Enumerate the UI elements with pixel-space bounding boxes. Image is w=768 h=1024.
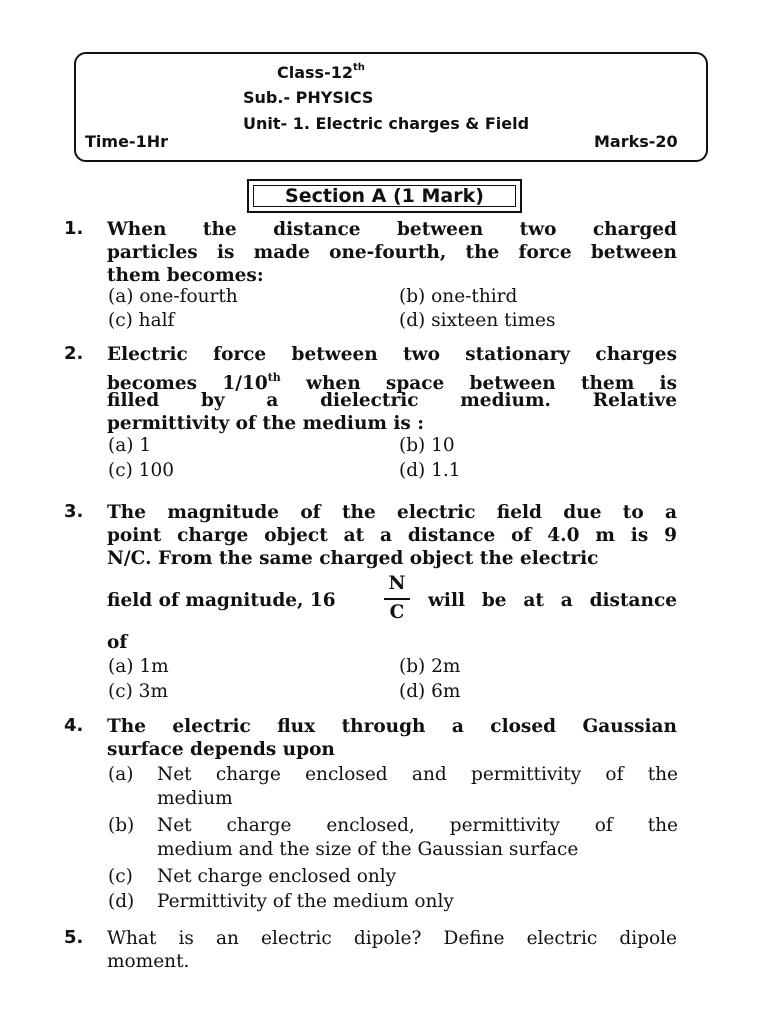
option-text: Net charge enclosed only	[157, 866, 397, 887]
question-text: moment.	[107, 951, 190, 972]
option: (a) 1	[108, 435, 152, 456]
option-text: Permittivity of the medium only	[157, 891, 454, 912]
section-title: Section A (1 Mark)	[253, 185, 516, 207]
option: (b) 10	[399, 435, 455, 456]
fraction-bar	[384, 598, 410, 600]
question-number: 3.	[64, 501, 84, 522]
option: (a) 1m	[108, 656, 169, 677]
fraction-numerator: N	[388, 573, 406, 594]
question-text: of	[107, 632, 128, 653]
section-title-box	[247, 179, 522, 213]
class-label: Class-12th	[277, 62, 365, 82]
unit-label: Unit- 1. Electric charges & Field	[243, 114, 530, 133]
question-text: them becomes:	[107, 265, 264, 286]
question-number: 4.	[64, 715, 84, 736]
option-label: (c)	[108, 866, 133, 887]
option-text: Net charge enclosed and permittivity of the	[157, 764, 678, 785]
option-text: medium	[157, 788, 233, 809]
question-text: surface depends upon	[107, 739, 335, 760]
option: (a) one-fourth	[108, 286, 238, 307]
fraction-denominator: C	[389, 602, 405, 623]
option: (c) 100	[108, 460, 174, 481]
question-text: filled by a dielectric medium. Relative	[107, 390, 677, 411]
option-text: medium and the size of the Gaussian surface	[157, 839, 579, 860]
option-label: (a)	[108, 764, 134, 785]
marks-label: Marks-20	[594, 132, 678, 151]
subject-label: Sub.- PHYSICS	[243, 88, 374, 107]
question-text: permittivity of the medium is :	[107, 413, 425, 434]
question-text: The electric flux through a closed Gaussian	[107, 716, 677, 737]
question-number: 1.	[64, 218, 84, 239]
question-number: 5.	[64, 927, 84, 948]
time-label: Time-1Hr	[85, 132, 168, 151]
question-text: Electric force between two stationary charges	[107, 344, 677, 365]
question-text: particles is made one-fourth, the force between	[107, 242, 677, 263]
option-label: (b)	[108, 815, 135, 836]
option-label: (d)	[108, 891, 135, 912]
option: (b) one-third	[399, 286, 518, 307]
option: (c) half	[108, 310, 175, 331]
question-text: will be at a distance	[428, 590, 677, 611]
question-text: becomes 1/10th when space between them is	[107, 371, 677, 394]
question-text: When the distance between two charged	[107, 219, 677, 240]
question-number: 2.	[64, 343, 84, 364]
option: (d) sixteen times	[399, 310, 556, 331]
option: (d) 6m	[399, 681, 461, 702]
option-text: Net charge enclosed, permittivity of the	[157, 815, 678, 836]
question-text: point charge object at a distance of 4.0 m is 9	[107, 525, 677, 546]
option: (d) 1.1	[399, 460, 461, 481]
option: (c) 3m	[108, 681, 168, 702]
question-text: N/C. From the same charged object the electric	[107, 548, 599, 569]
question-text: The magnitude of the electric field due to a	[107, 502, 677, 523]
option: (b) 2m	[399, 656, 461, 677]
question-text: What is an electric dipole? Define electric dipole	[107, 928, 677, 949]
question-text: field of magnitude, 16	[107, 590, 336, 611]
